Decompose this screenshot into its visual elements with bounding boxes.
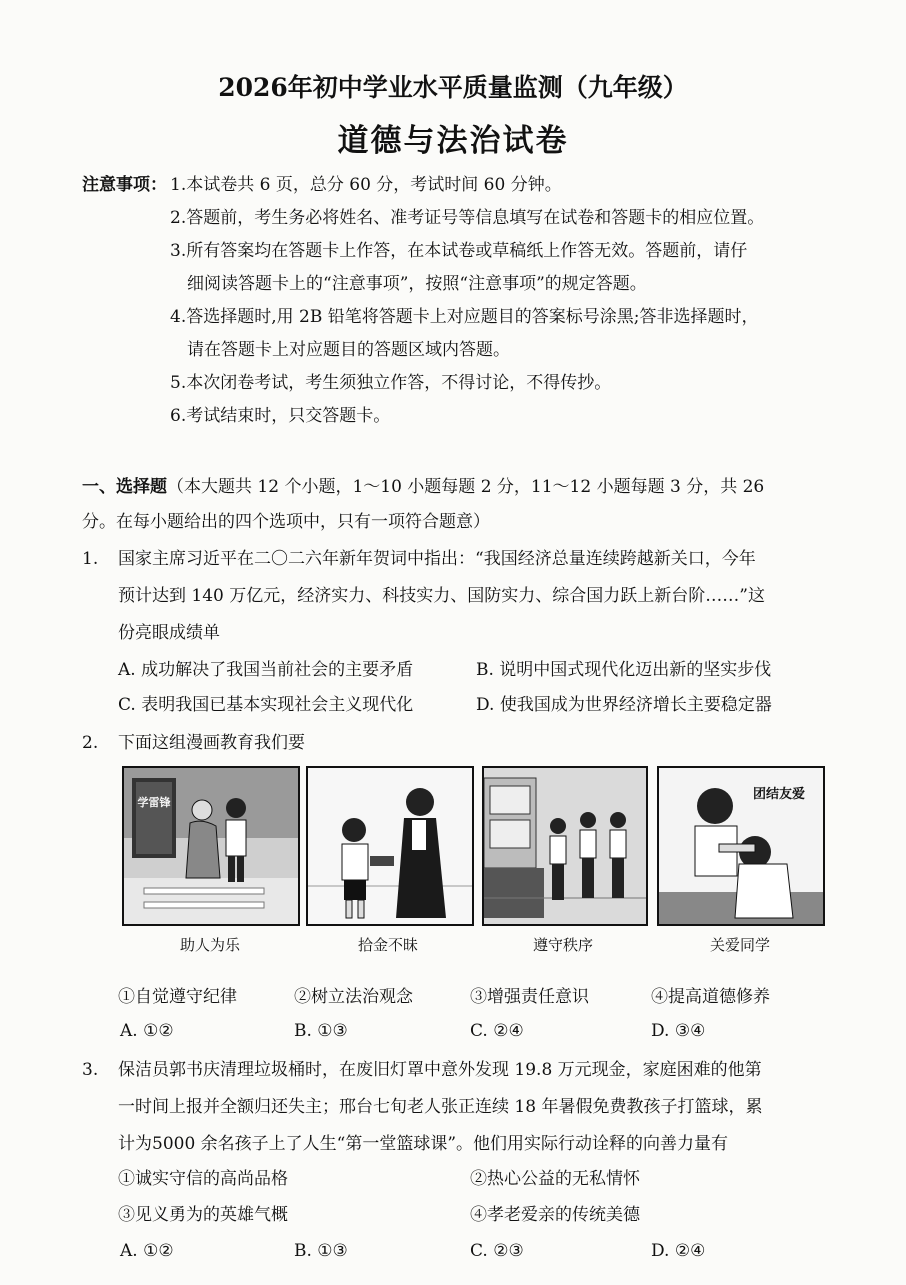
section-heading: 一、选择题 (82, 477, 167, 497)
note-line: 1.本试卷共 6 页，总分 60 分，考试时间 60 分钟。 (170, 175, 562, 195)
q3-statement: ①诚实守信的高尚品格 (118, 1169, 288, 1189)
q2-statement: ④提高道德修养 (651, 987, 770, 1007)
exam-title: 2026年初中学业水平质量监测（九年级） (218, 73, 688, 102)
comic-illustration (659, 768, 823, 924)
notes-label: 注意事项： (82, 175, 167, 195)
q3-statement: ②热心公益的无私情怀 (470, 1169, 640, 1189)
q1-stem-line: 预计达到 140 万亿元，经济实力、科技实力、国防实力、综合国力跃上新台阶……”这 (118, 586, 765, 606)
note-line: 细阅读答题卡上的“注意事项”，按照“注意事项”的规定答题。 (187, 274, 647, 294)
note-line: 2.答题前，考生务必将姓名、准考证号等信息填写在试卷和答题卡的相应位置。 (170, 208, 765, 228)
q3-option-c: C. ②③ (470, 1241, 524, 1261)
panel-sign-text: 学雷锋 (137, 796, 171, 809)
q1-option-c: C. 表明我国已基本实现社会主义现代化 (118, 695, 414, 715)
comic-panel-care-classmate (657, 766, 825, 926)
q1-option-d: D. 使我国成为世界经济增长主要稳定器 (476, 695, 772, 715)
q2-statement: ①自觉遵守纪律 (118, 987, 237, 1007)
comic-panel-queue (482, 766, 648, 926)
q2-statement: ③增强责任意识 (470, 987, 589, 1007)
q1-number: 1. (82, 549, 99, 569)
q2-option-d: D. ③④ (651, 1021, 706, 1041)
comic-illustration (124, 768, 298, 924)
q2-stem: 下面这组漫画教育我们要 (118, 733, 305, 753)
panel-sign-text: 团结友爱 (752, 787, 806, 802)
q1-stem-line: 国家主席习近平在二〇二六年新年贺词中指出：“我国经济总量连续跨越新关口，今年 (118, 549, 756, 569)
comic-illustration (308, 768, 472, 924)
panel-caption: 关爱同学 (709, 936, 770, 954)
comic-illustration (484, 768, 646, 924)
panel-caption: 拾金不昧 (357, 936, 418, 954)
q1-option-a: A. 成功解决了我国当前社会的主要矛盾 (118, 660, 414, 680)
note-line: 请在答题卡上对应题目的答题区域内答题。 (187, 340, 510, 360)
q3-option-d: D. ②④ (651, 1241, 706, 1261)
q3-stem-line: 保洁员郭书庆清理垃圾桶时，在废旧灯罩中意外发现 19.8 万元现金，家庭困难的他第 (118, 1060, 762, 1080)
q2-statement: ②树立法治观念 (294, 987, 413, 1007)
comic-panel-return-money (306, 766, 474, 926)
note-line: 4.答选择题时,用 2B 铅笔将答题卡上对应题目的答案标号涂黑;答非选择题时， (170, 307, 759, 327)
panel-caption: 遵守秩序 (532, 936, 593, 954)
q3-stem-line: 一时间上报并全额归还失主；邢台七旬老人张正连续 18 年暑假免费教孩子打篮球，累 (118, 1097, 763, 1117)
q3-option-a: A. ①② (120, 1241, 174, 1261)
q3-stem-line: 计为5000 余名孩子上了人生“第一堂篮球课”。他们用实际行动诠释的向善力量有 (118, 1134, 729, 1154)
q2-option-c: C. ②④ (470, 1021, 524, 1041)
panel-caption: 助人为乐 (179, 936, 240, 954)
section-desc: （本大题共 12 个小题，1～10 小题每题 2 分，11～12 小题每题 3 分，共 26 (167, 477, 765, 497)
q3-number: 3. (82, 1060, 99, 1080)
q3-statement: ③见义勇为的英雄气概 (118, 1205, 288, 1225)
q2-number: 2. (82, 733, 99, 753)
q1-option-b: B. 说明中国式现代化迈出新的坚实步伐 (476, 660, 772, 680)
q2-option-a: A. ①② (120, 1021, 174, 1041)
note-line: 6.考试结束时，只交答题卡。 (170, 406, 391, 426)
section-desc-cont: 分。在每小题给出的四个选项中，只有一项符合题意） (82, 512, 490, 532)
q1-stem-line: 份亮眼成绩单 (118, 623, 220, 643)
section-heading-line (82, 476, 764, 498)
note-line: 5.本次闭卷考试，考生须独立作答，不得讨论，不得传抄。 (170, 373, 612, 393)
q3-option-b: B. ①③ (294, 1241, 348, 1261)
subject-title: 道德与法治试卷 (337, 123, 569, 159)
q3-statement: ④孝老爱亲的传统美德 (470, 1205, 640, 1225)
note-line: 3.所有答案均在答题卡上作答，在本试卷或草稿纸上作答无效。答题前，请仔 (170, 241, 748, 261)
comic-panel-help-elderly (122, 766, 300, 926)
q2-option-b: B. ①③ (294, 1021, 348, 1041)
